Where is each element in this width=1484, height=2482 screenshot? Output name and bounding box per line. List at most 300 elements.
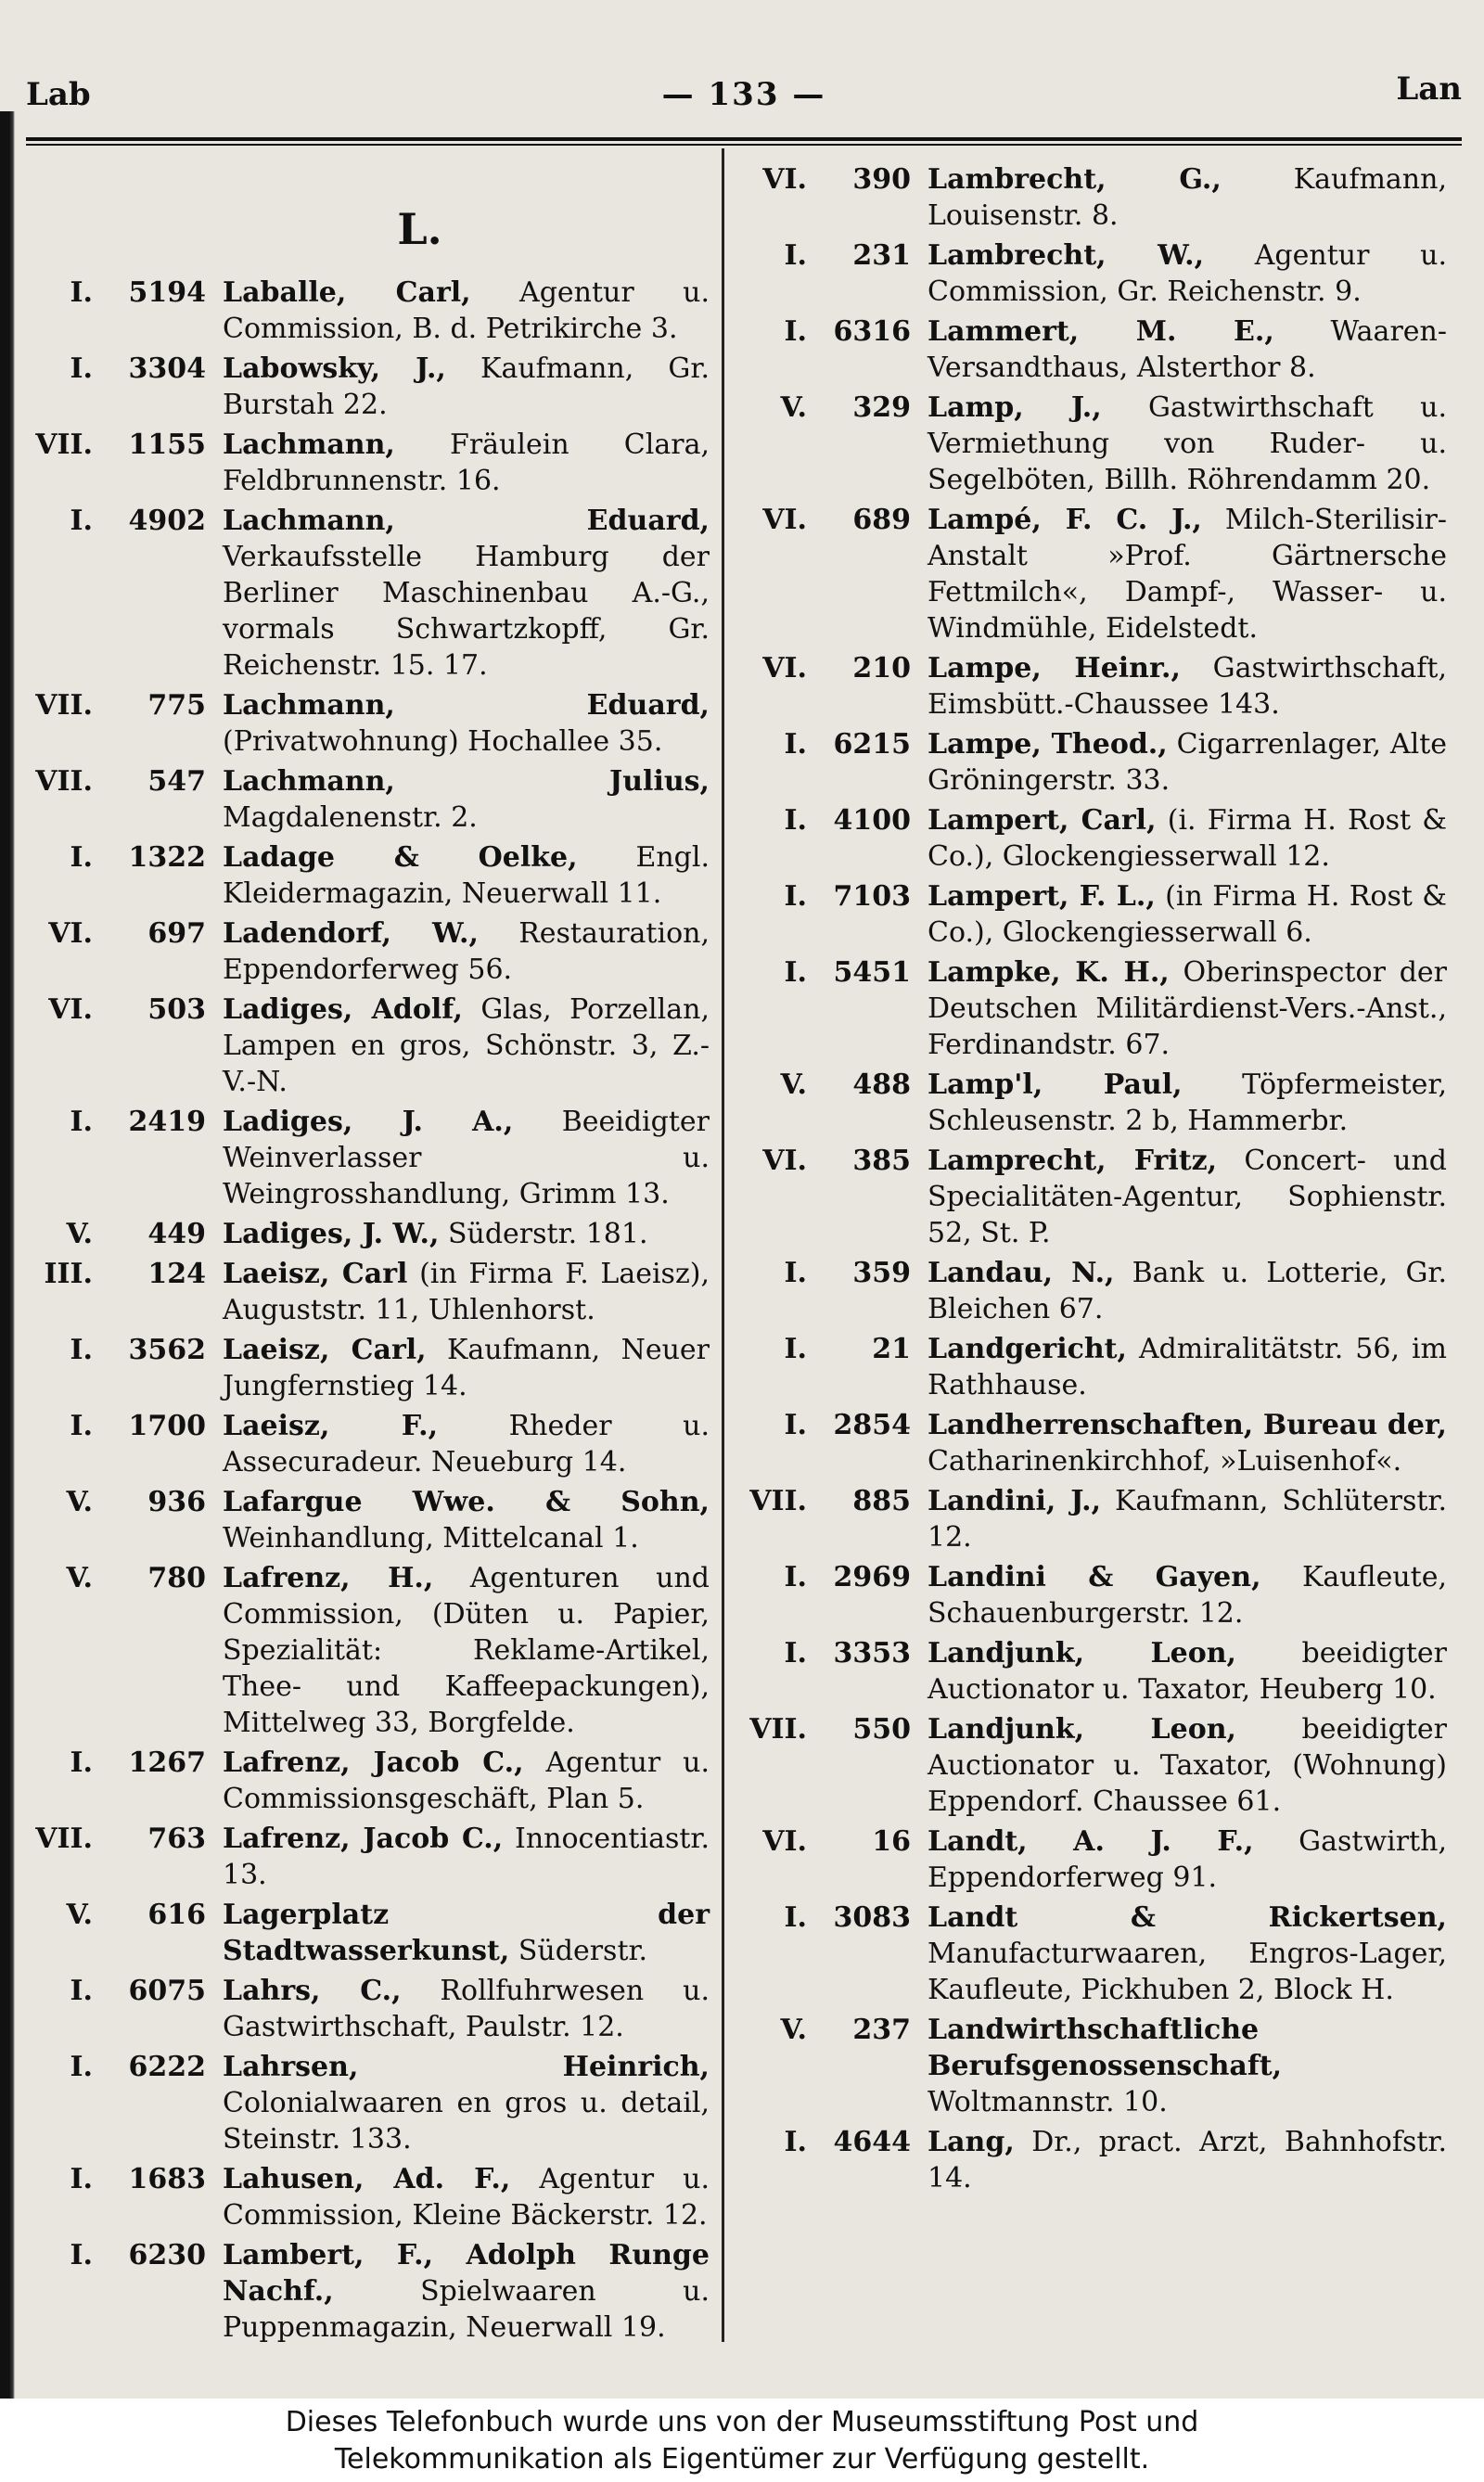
directory-entry (28, 763, 710, 836)
phone-number (28, 992, 223, 1100)
phone-digits: 780 (147, 1562, 206, 1594)
directory-entry (742, 1635, 1447, 1708)
exchange-district: VII. (35, 689, 93, 722)
subscriber-name: Landgericht, (928, 1333, 1127, 1365)
phone-number (28, 1897, 223, 1969)
phone-digits: 5194 (128, 276, 206, 309)
directory-entry (742, 2012, 1447, 2120)
subscriber-details: Cigarrenlager, Alte Gröningerstr. 33. (928, 728, 1447, 797)
directory-entry (742, 1900, 1447, 2008)
phone-digits: 124 (147, 1258, 206, 1290)
subscriber-name: Ladiges, J. W., (223, 1218, 440, 1250)
phone-number (742, 1823, 928, 1896)
phone-digits: 936 (147, 1486, 206, 1518)
phone-number (742, 313, 928, 386)
entry-text (928, 1331, 1447, 1403)
entry-text (223, 1104, 710, 1212)
subscriber-details: Gastwirth, Eppendorferweg 91. (928, 1825, 1447, 1894)
directory-entry (742, 1143, 1447, 1251)
subscriber-name: Lampé, F. C. J., (928, 504, 1202, 536)
subscriber-details: Süderstr. (509, 1935, 648, 1967)
entry-text (223, 2161, 710, 2233)
entry-text (928, 878, 1447, 951)
exchange-district: I. (784, 2126, 807, 2158)
phone-number (742, 1407, 928, 1479)
phone-number (28, 1821, 223, 1893)
exchange-district: I. (784, 239, 807, 272)
entry-text (928, 650, 1447, 723)
phone-number (742, 1255, 928, 1327)
exchange-district: I. (70, 2051, 93, 2083)
subscriber-name: Landt & Rickertsen, (928, 1901, 1447, 1934)
directory-entry (742, 161, 1447, 234)
header-rule-thin (26, 144, 1462, 146)
directory-entry (28, 1408, 710, 1480)
phone-number (742, 726, 928, 799)
phone-digits: 2419 (128, 1106, 206, 1138)
subscriber-name: Laeisz, Carl (223, 1258, 408, 1290)
subscriber-name: Lachmann, Eduard, (223, 689, 710, 722)
entry-text (928, 1255, 1447, 1327)
subscriber-name: Landau, N., (928, 1257, 1115, 1289)
subscriber-name: Lagerplatz der Stadtwasserkunst, (223, 1899, 710, 1967)
subscriber-name: Lambrecht, G., (928, 163, 1222, 196)
subscriber-details: Colonialwaaren en gros u. detail, Steinstr. 133. (223, 2087, 710, 2156)
directory-entry (742, 650, 1447, 723)
directory-entry (28, 1332, 710, 1404)
phone-number (28, 839, 223, 912)
subscriber-name: Landini & Gayen, (928, 1561, 1261, 1593)
phone-digits: 1683 (128, 2163, 206, 2195)
phone-digits: 3562 (128, 1334, 206, 1366)
phone-digits: 2969 (833, 1561, 911, 1593)
exchange-district: I. (70, 1410, 93, 1442)
entry-text (928, 1407, 1447, 1479)
subscriber-name: Landjunk, Leon, (928, 1713, 1236, 1746)
directory-entry (28, 2237, 710, 2346)
phone-number (28, 1104, 223, 1212)
directory-entry (742, 878, 1447, 951)
header-left-guide: Lab (26, 76, 91, 113)
subscriber-details: Agentur u. Commissionsgeschäft, Plan 5. (223, 1746, 710, 1815)
directory-entry (742, 313, 1447, 386)
subscriber-name: Landt, A. J. F., (928, 1825, 1254, 1858)
phone-number (28, 351, 223, 423)
phone-digits: 616 (147, 1899, 206, 1931)
exchange-district: VI. (762, 1825, 807, 1858)
exchange-district: I. (784, 1333, 807, 1365)
column-divider (722, 148, 724, 2342)
entry-text (928, 802, 1447, 875)
directory-entry (28, 1560, 710, 1741)
exchange-district: VII. (749, 1713, 807, 1746)
subscriber-name: Landini, J., (928, 1485, 1102, 1517)
entry-text (928, 1900, 1447, 2008)
phone-digits: 6075 (128, 1975, 206, 2007)
phone-number (742, 954, 928, 1063)
phone-digits: 6316 (833, 315, 911, 348)
phone-digits: 1322 (128, 841, 206, 874)
exchange-district: I. (70, 2239, 93, 2271)
subscriber-name: Lahrs, C., (223, 1975, 402, 2007)
subscriber-details: Gastwirthschaft, Eimsbütt.-Chaussee 143. (928, 652, 1447, 721)
subscriber-details: Kaufleute, Schauenburgerstr. 12. (928, 1561, 1447, 1630)
subscriber-details: Kaufmann, Louisenstr. 8. (928, 163, 1447, 232)
directory-entry (742, 237, 1447, 310)
exchange-district: VI. (48, 993, 93, 1026)
exchange-district: V. (780, 2014, 807, 2046)
subscriber-details: Dr., pract. Arzt, Bahnhofstr. 14. (928, 2126, 1447, 2194)
entry-text (223, 1408, 710, 1480)
exchange-district: V. (780, 391, 807, 424)
phone-digits: 4902 (128, 505, 206, 537)
subscriber-name: Laeisz, F., (223, 1410, 439, 1442)
phone-digits: 21 (872, 1333, 911, 1365)
subscriber-name: Lampe, Heinr., (928, 652, 1181, 684)
phone-digits: 3304 (128, 352, 206, 385)
subscriber-name: Lahrsen, Heinrich, (223, 2051, 710, 2083)
footer-line-2: Telekommunikation als Eigentümer zur Verfügung gestellt. (334, 2443, 1150, 2476)
phone-digits: 237 (852, 2014, 911, 2046)
subscriber-details: Manufacturwaaren, Engros-Lager, Kaufleute, Pickhuben 2, Block H. (928, 1938, 1447, 2006)
phone-number (28, 1560, 223, 1741)
phone-number (28, 915, 223, 988)
exchange-district: V. (66, 1562, 93, 1594)
exchange-district: VI. (762, 163, 807, 196)
subscriber-details: Rheder u. Assecuradeur. Neueburg 14. (223, 1410, 710, 1478)
phone-digits: 16 (872, 1825, 911, 1858)
directory-entry (742, 954, 1447, 1063)
exchange-district: I. (70, 1975, 93, 2007)
subscriber-name: Lamp'l, Paul, (928, 1068, 1183, 1101)
phone-number (742, 237, 928, 310)
entry-text (223, 2237, 710, 2346)
header-right-guide: Lan (1396, 70, 1462, 108)
subscriber-details: Waaren-Versandthaus, Alsterthor 8. (928, 315, 1447, 384)
phone-number (742, 2012, 928, 2120)
page-header (26, 67, 1462, 113)
subscriber-details: Süderstr. 181. (439, 1218, 648, 1250)
phone-digits: 4644 (833, 2126, 911, 2158)
subscriber-name: Landwirthschaftliche Berufsgenossenschaft, (928, 2014, 1283, 2082)
directory-entry (28, 1104, 710, 1212)
phone-number (742, 1483, 928, 1555)
entry-text (223, 427, 710, 499)
phone-number (742, 1143, 928, 1251)
entry-text (223, 1216, 710, 1252)
subscriber-details: Milch-Sterilisir-Anstalt »Prof. Gärtnersche Fettmilch«, Dampf-, Wasser- u. Windmühle, Eidelstedt. (928, 504, 1447, 645)
phone-number (28, 1256, 223, 1328)
footer-notice (0, 2399, 1484, 2482)
phone-digits: 210 (852, 652, 911, 684)
entry-text (928, 1143, 1447, 1251)
phone-digits: 763 (147, 1823, 206, 1855)
subscriber-details: Magdalenenstr. 2. (223, 801, 478, 834)
exchange-district: III. (44, 1258, 93, 1290)
directory-entry (28, 275, 710, 347)
entry-text (223, 1897, 710, 1969)
phone-digits: 3083 (833, 1901, 911, 1934)
subscriber-details: beeidigter Auctionator u. Taxator, Heuberg 10. (928, 1637, 1448, 1706)
exchange-district: VI. (762, 652, 807, 684)
phone-digits: 231 (852, 239, 911, 272)
subscriber-details: Catharinenkirchhof, »Luisenhof«. (928, 1445, 1402, 1478)
exchange-district: VII. (749, 1485, 807, 1517)
entry-text (928, 1483, 1447, 1555)
subscriber-name: Ladage & Oelke, (223, 841, 578, 874)
directory-entry (742, 1559, 1447, 1631)
subscriber-name: Lachmann, (223, 429, 395, 461)
exchange-district: VI. (762, 504, 807, 536)
phone-number (28, 1745, 223, 1817)
phone-digits: 689 (852, 504, 911, 536)
subscriber-details: Agentur u. Commission, Kleine Bäckerstr. 12. (223, 2163, 710, 2232)
phone-digits: 4100 (833, 804, 911, 837)
phone-number (742, 1635, 928, 1708)
subscriber-details: Kaufmann, Gr. Burstah 22. (223, 352, 710, 421)
exchange-district: VI. (762, 1145, 807, 1177)
exchange-district: VI. (48, 917, 93, 950)
directory-entry (28, 1256, 710, 1328)
directory-entry (28, 1745, 710, 1817)
directory-entry (742, 502, 1447, 646)
entry-text (928, 1711, 1447, 1820)
subscriber-details: Concert- und Specialitäten-Agentur, Sophienstr. 52, St. P. (928, 1145, 1447, 1249)
exchange-district: I. (784, 880, 807, 913)
subscriber-details: Spielwaaren u. Puppenmagazin, Neuerwall 19. (223, 2275, 710, 2344)
subscriber-name: Lambrecht, W., (928, 239, 1205, 272)
phone-number (742, 1067, 928, 1139)
subscriber-details: Fräulein Clara, Feldbrunnenstr. 16. (223, 429, 710, 497)
exchange-district: I. (784, 1409, 807, 1441)
directory-entry (742, 1407, 1447, 1479)
directory-entry (28, 2161, 710, 2233)
exchange-district: I. (784, 315, 807, 348)
exchange-district: I. (784, 1257, 807, 1289)
entry-text (928, 2124, 1447, 2196)
phone-digits: 550 (852, 1713, 911, 1746)
phone-digits: 5451 (833, 956, 911, 989)
phone-digits: 547 (147, 765, 206, 798)
exchange-district: I. (70, 841, 93, 874)
entry-text (223, 275, 710, 347)
phone-digits: 6215 (833, 728, 911, 761)
exchange-district: I. (784, 1561, 807, 1593)
subscriber-name: Lampe, Theod., (928, 728, 1168, 761)
subscriber-details: Kaufmann, Neuer Jungfernstieg 14. (223, 1334, 710, 1402)
directory-entry (28, 915, 710, 988)
phone-number (742, 878, 928, 951)
subscriber-details: Beeidigter Weinverlasser u. Weingrosshandlung, Grimm 13. (223, 1106, 710, 1210)
subscriber-name: Lamprecht, Fritz, (928, 1145, 1218, 1177)
subscriber-details: Restauration, Eppendorferweg 56. (223, 917, 710, 986)
subscriber-details: Admiralitätstr. 56, im Rathhause. (928, 1333, 1447, 1401)
exchange-district: I. (784, 1637, 807, 1670)
phone-number (28, 1216, 223, 1252)
directory-entry (28, 503, 710, 684)
exchange-district: V. (66, 1486, 93, 1518)
entry-text (223, 351, 710, 423)
phone-number (742, 1900, 928, 2008)
footer-line-1: Dieses Telefonbuch wurde uns von der Museumsstiftung Post und (285, 2406, 1199, 2438)
directory-entry (28, 427, 710, 499)
phone-number (742, 650, 928, 723)
subscriber-name: Lambert, F., Adolph Runge Nachf., (223, 2239, 710, 2308)
subscriber-details: Oberinspector der Deutschen Militärdienst-Vers.-Anst., Ferdinandstr. 67. (928, 956, 1447, 1061)
entry-text (928, 954, 1447, 1063)
left-column (28, 158, 710, 2349)
phone-number (742, 1711, 928, 1820)
directory-entry (742, 726, 1447, 799)
subscriber-details: Verkaufsstelle Hamburg der Berliner Maschinenbau A.-G., vormals Schwartzkopff, Gr. Reichenstr. 15. 17. (223, 541, 710, 682)
subscriber-name: Lahusen, Ad. F., (223, 2163, 511, 2195)
left-entry-list (28, 275, 710, 2346)
subscriber-name: Lachmann, Eduard, (223, 505, 710, 537)
subscriber-name: Lafargue Wwe. & Sohn, (223, 1486, 710, 1518)
phone-digits: 503 (147, 993, 206, 1026)
exchange-district: I. (784, 1901, 807, 1934)
subscriber-details: Woltmannstr. 10. (928, 2086, 1168, 2118)
entry-text (928, 237, 1447, 310)
page-shadow-edge (0, 111, 15, 2399)
phone-digits: 449 (147, 1218, 206, 1250)
subscriber-name: Ladiges, Adolf, (223, 993, 463, 1026)
subscriber-name: Landjunk, Leon, (928, 1637, 1236, 1670)
entry-text (928, 390, 1447, 498)
subscriber-name: Laballe, Carl, (223, 276, 471, 309)
exchange-district: I. (70, 352, 93, 385)
phone-digits: 1155 (128, 429, 206, 461)
phone-number (742, 1559, 928, 1631)
phone-digits: 1700 (128, 1410, 206, 1442)
phone-number (28, 275, 223, 347)
subscriber-details: Agentur u. Commission, B. d. Petrikirche 3. (223, 276, 710, 345)
phone-number (742, 2124, 928, 2196)
entry-text (928, 726, 1447, 799)
exchange-district: VII. (35, 1823, 93, 1855)
subscriber-details: Gastwirthschaft u. Vermiethung von Ruder- u. Segelböten, Billh. Röhrendamm 20. (928, 391, 1447, 496)
directory-entry (28, 1484, 710, 1556)
entry-text (223, 992, 710, 1100)
subscriber-details: Engl. Kleidermagazin, Neuerwall 11. (223, 841, 710, 910)
subscriber-name: Lang, (928, 2126, 1015, 2158)
phone-number (28, 2161, 223, 2233)
subscriber-details: (i. Firma H. Rost & Co.), Glockengiesserwall 12. (928, 804, 1447, 873)
exchange-district: I. (70, 2163, 93, 2195)
directory-entry (28, 351, 710, 423)
directory-entry (28, 1216, 710, 1252)
exchange-district: I. (784, 728, 807, 761)
subscriber-details: Agenturen und Commission, (Düten u. Papier, Spezialität: Reklame-Artikel, Thee- und Kaffeepackungen), Mittelweg 33, Borgfelde. (223, 1562, 710, 1739)
directory-entry (28, 1897, 710, 1969)
subscriber-details: Töpfermeister, Schleusenstr. 2 b, Hammerbr. (928, 1068, 1447, 1137)
phone-number (742, 502, 928, 646)
exchange-district: V. (66, 1218, 93, 1250)
subscriber-details: Innocentiastr. 13. (223, 1823, 710, 1891)
entry-text (928, 1559, 1447, 1631)
entry-text (223, 687, 710, 760)
phone-digits: 775 (147, 689, 206, 722)
subscriber-details: (in Firma H. Rost & Co.), Glockengiesserwall 6. (928, 880, 1447, 949)
phone-number (742, 390, 928, 498)
subscriber-details: beeidigter Auctionator u. Taxator, (Wohnung) Eppendorf. Chaussee 61. (928, 1713, 1448, 1818)
entry-text (223, 2049, 710, 2157)
phone-digits: 488 (852, 1068, 911, 1101)
phone-number (28, 1973, 223, 2045)
directory-entry (28, 992, 710, 1100)
phone-digits: 6230 (128, 2239, 206, 2271)
entry-text (223, 1484, 710, 1556)
directory-entry (742, 1823, 1447, 1896)
subscriber-details: (in Firma F. Laeisz), Auguststr. 11, Uhlenhorst. (223, 1258, 710, 1326)
subscriber-details: Glas, Porzellan, Lampen en gros, Schönstr. 3, Z.-V.-N. (223, 993, 710, 1098)
exchange-district: V. (780, 1068, 807, 1101)
phone-number (28, 503, 223, 684)
directory-entry (742, 802, 1447, 875)
directory-entry (742, 2124, 1447, 2196)
phone-digits: 359 (852, 1257, 911, 1289)
entry-text (223, 1560, 710, 1741)
phone-number (28, 1408, 223, 1480)
right-entry-list (742, 161, 1447, 2196)
exchange-district: I. (70, 505, 93, 537)
section-letter: L. (397, 204, 442, 254)
phone-number (28, 1332, 223, 1404)
phone-number (742, 161, 928, 234)
subscriber-name: Labowsky, J., (223, 352, 446, 385)
entry-text (223, 1973, 710, 2045)
entry-text (223, 1821, 710, 1893)
subscriber-name: Lammert, M. E., (928, 315, 1274, 348)
directory-entry (742, 1711, 1447, 1820)
exchange-district: VII. (35, 429, 93, 461)
phone-digits: 329 (852, 391, 911, 424)
directory-entry (28, 839, 710, 912)
phone-digits: 885 (852, 1485, 911, 1517)
exchange-district: I. (70, 1106, 93, 1138)
phone-digits: 2854 (833, 1409, 911, 1441)
phone-number (28, 1484, 223, 1556)
entry-text (223, 503, 710, 684)
subscriber-details: Agentur u. Commission, Gr. Reichenstr. 9. (928, 239, 1447, 308)
entry-text (928, 1635, 1447, 1708)
subscriber-details: (Privatwohnung) Hochallee 35. (223, 725, 663, 758)
page-number: — 133 — (661, 76, 826, 113)
directory-entry (28, 1821, 710, 1893)
exchange-district: I. (70, 1334, 93, 1366)
directory-entry (742, 1331, 1447, 1403)
phone-digits: 1267 (128, 1746, 206, 1779)
entry-text (223, 1745, 710, 1817)
directory-entry (742, 1255, 1447, 1327)
exchange-district: I. (784, 804, 807, 837)
phone-number (28, 2049, 223, 2157)
entry-text (928, 2012, 1447, 2120)
phone-digits: 3353 (833, 1637, 911, 1670)
directory-entry (742, 390, 1447, 498)
entry-text (928, 1067, 1447, 1139)
exchange-district: I. (784, 956, 807, 989)
exchange-district: I. (70, 276, 93, 309)
right-column (742, 161, 1447, 2200)
subscriber-details: Weinhandlung, Mittelcanal 1. (223, 1522, 639, 1554)
phone-number (28, 687, 223, 760)
subscriber-name: Laeisz, Carl, (223, 1334, 427, 1366)
subscriber-details: Kaufmann, Schlüterstr. 12. (928, 1485, 1447, 1554)
phone-digits: 390 (852, 163, 911, 196)
subscriber-name: Lampert, F. L., (928, 880, 1156, 913)
directory-entry (28, 2049, 710, 2157)
